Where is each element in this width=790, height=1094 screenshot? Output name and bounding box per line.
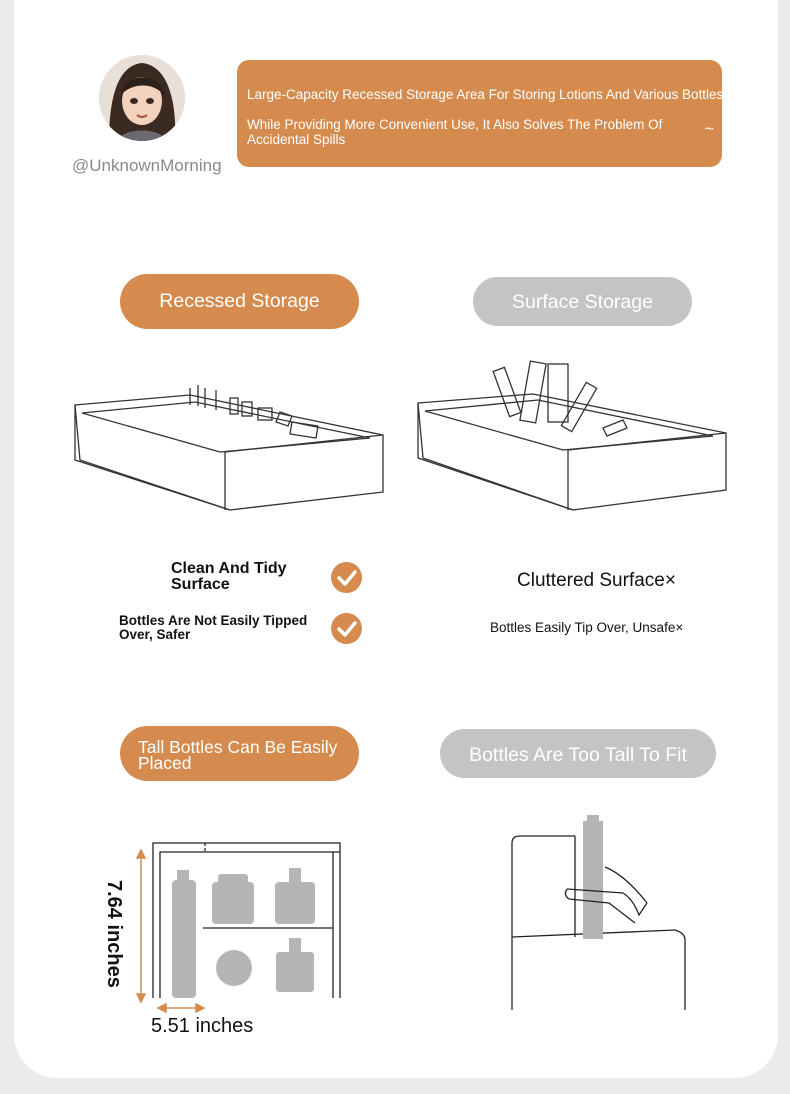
- description-bubble: [237, 60, 722, 167]
- feature-tip-over: Bottles Easily Tip Over, Unsafe×: [490, 620, 684, 635]
- feature-clean-tidy: Clean And Tidy Surface: [171, 560, 287, 593]
- height-dimension-label: 7.64 inches: [103, 880, 125, 988]
- check-icon: [331, 613, 362, 644]
- cabinet-dimension-illustration: [100, 840, 350, 1015]
- surface-tray-illustration: [413, 358, 733, 513]
- description-line-2: While Providing More Convenient Use, It Also Solves The Problem Of Accidental Spills: [247, 117, 663, 147]
- too-tall-illustration: [505, 815, 695, 1015]
- check-icon: [331, 562, 362, 593]
- tall-bottles-label: Tall Bottles Can Be Easily Placed: [138, 737, 338, 773]
- recessed-storage-pill: [120, 274, 359, 329]
- surface-storage-pill: [473, 277, 692, 326]
- user-handle: @UnknownMorning: [72, 156, 222, 175]
- recessed-storage-label: Recessed Storage: [159, 290, 320, 312]
- avatar: [99, 55, 185, 141]
- too-tall-label: Bottles Are Too Tall To Fit: [469, 744, 687, 766]
- description-line-1: Large-Capacity Recessed Storage Area For Storing Lotions And Various Bottles: [247, 87, 724, 102]
- surface-storage-label: Surface Storage: [512, 291, 653, 313]
- width-dimension-label: 5.51 inches: [151, 1015, 254, 1037]
- feature-not-tipped: Bottles Are Not Easily Tipped Over, Safer: [119, 613, 308, 642]
- tall-bottles-pill: [120, 726, 359, 781]
- recessed-tray-illustration: [70, 380, 390, 515]
- avatar-portrait-icon: [99, 55, 185, 141]
- too-tall-pill: [440, 729, 716, 778]
- feature-cluttered: Cluttered Surface×: [517, 570, 676, 591]
- tilde-mark: ~: [704, 121, 714, 138]
